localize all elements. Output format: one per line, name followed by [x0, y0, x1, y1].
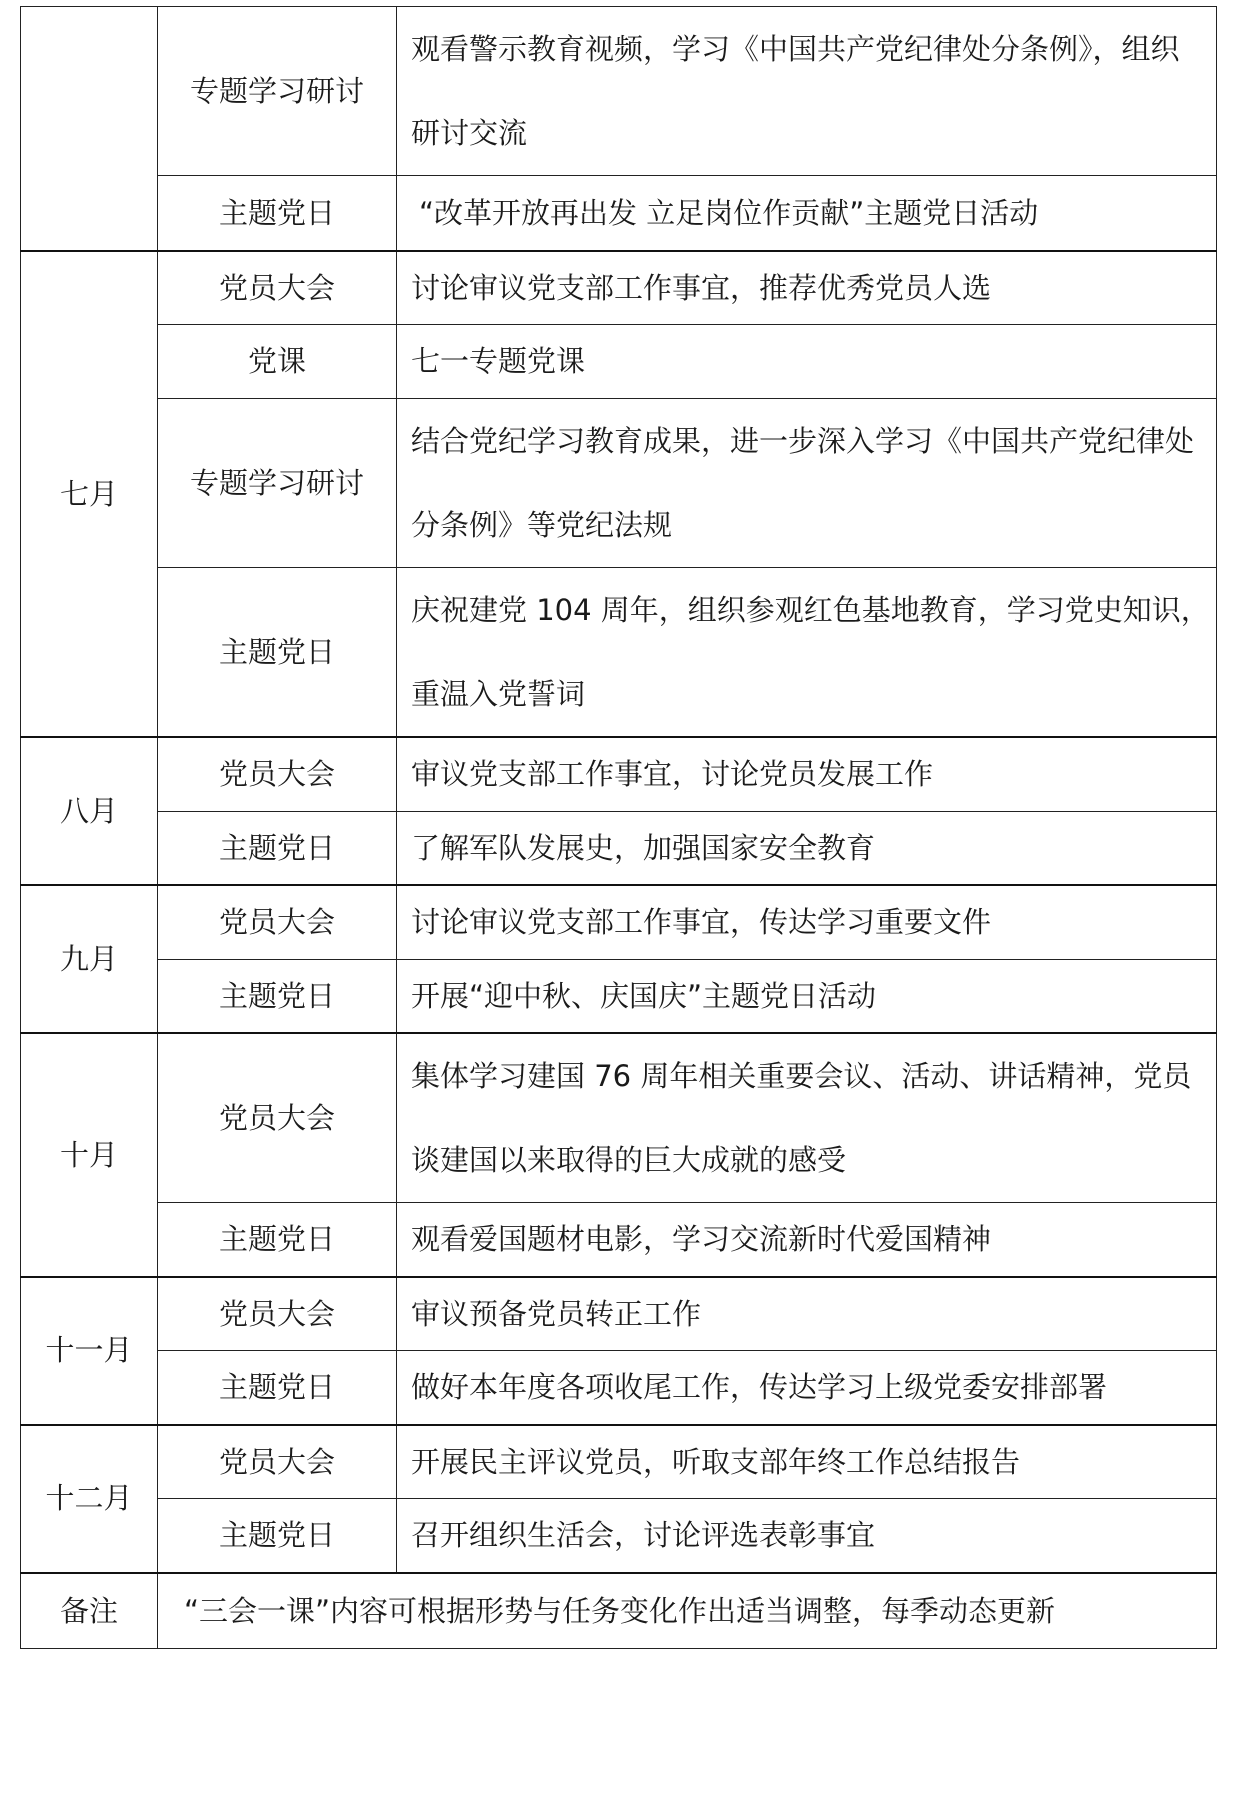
- activity-content: 讨论审议党支部工作事宜，推荐优秀党员人选: [397, 251, 1217, 325]
- activity-content: 了解军队发展史，加强国家安全教育: [397, 811, 1217, 885]
- activity-type: 党员大会: [158, 1033, 397, 1203]
- activity-content: [397, 568, 1217, 738]
- activity-content: 七一专题党课: [397, 325, 1217, 399]
- activity-content: 开展“迎中秋、庆国庆”主题党日活动: [397, 959, 1217, 1033]
- activity-type: 党员大会: [158, 1277, 397, 1351]
- activity-content: 审议党支部工作事宜，讨论党员发展工作: [397, 737, 1217, 811]
- activity-type: 主题党日: [158, 568, 397, 738]
- content-line: 研讨交流: [411, 116, 528, 150]
- activity-type: 主题党日: [158, 1351, 397, 1425]
- activity-type: 专题学习研讨: [158, 7, 397, 176]
- content-line: 重温入党誓词: [411, 677, 586, 711]
- activity-type: 主题党日: [158, 959, 397, 1033]
- activity-content: 开展民主评议党员，听取支部年终工作总结报告: [397, 1425, 1217, 1499]
- schedule-table: [20, 6, 1217, 1649]
- month-label: 九月: [21, 885, 158, 1033]
- activity-content: 讨论审议党支部工作事宜，传达学习重要文件: [397, 885, 1217, 959]
- activity-type: 主题党日: [158, 176, 397, 251]
- content-line: 集体学习建国 76 周年相关重要会议、活动、讲话精神，党员: [411, 1059, 1192, 1093]
- activity-type: 党员大会: [158, 737, 397, 811]
- activity-type: 专题学习研讨: [158, 399, 397, 568]
- content-line: 结合党纪学习教育成果，进一步深入学习《中国共产党纪律处: [411, 424, 1195, 458]
- note-content: “三会一课”内容可根据形势与任务变化作出适当调整，每季动态更新: [158, 1573, 1217, 1649]
- activity-content: 做好本年度各项收尾工作，传达学习上级党委安排部署: [397, 1351, 1217, 1425]
- activity-content: 观看爱国题材电影，学习交流新时代爱国精神: [397, 1203, 1217, 1277]
- activity-content: 审议预备党员转正工作: [397, 1277, 1217, 1351]
- note-label: 备注: [21, 1573, 158, 1649]
- content-line: 分条例》等党纪法规: [411, 508, 673, 542]
- activity-content: [397, 399, 1217, 568]
- activity-content: [397, 1033, 1217, 1203]
- month-label: 十二月: [21, 1425, 158, 1573]
- content-line: 谈建国以来取得的巨大成就的感受: [411, 1143, 847, 1177]
- month-label: 八月: [21, 737, 158, 885]
- activity-type: 主题党日: [158, 1203, 397, 1277]
- activity-type: 党员大会: [158, 251, 397, 325]
- month-label: 七月: [21, 251, 158, 738]
- activity-content: “改革开放再出发 立足岗位作贡献”主题党日活动: [397, 176, 1217, 251]
- activity-type: 党课: [158, 325, 397, 399]
- activity-content: 召开组织生活会，讨论评选表彰事宜: [397, 1499, 1217, 1573]
- content-line: 观看警示教育视频，学习《中国共产党纪律处分条例》，组织: [411, 32, 1180, 66]
- activity-type: 主题党日: [158, 1499, 397, 1573]
- activity-type: 主题党日: [158, 811, 397, 885]
- activity-type: 党员大会: [158, 885, 397, 959]
- activity-type: 党员大会: [158, 1425, 397, 1499]
- month-cell-continued: [21, 7, 158, 251]
- month-label: 十月: [21, 1033, 158, 1277]
- month-label: 十一月: [21, 1277, 158, 1425]
- content-line: 庆祝建党 104 周年，组织参观红色基地教育，学习党史知识，: [411, 593, 1210, 627]
- activity-content: [397, 7, 1217, 176]
